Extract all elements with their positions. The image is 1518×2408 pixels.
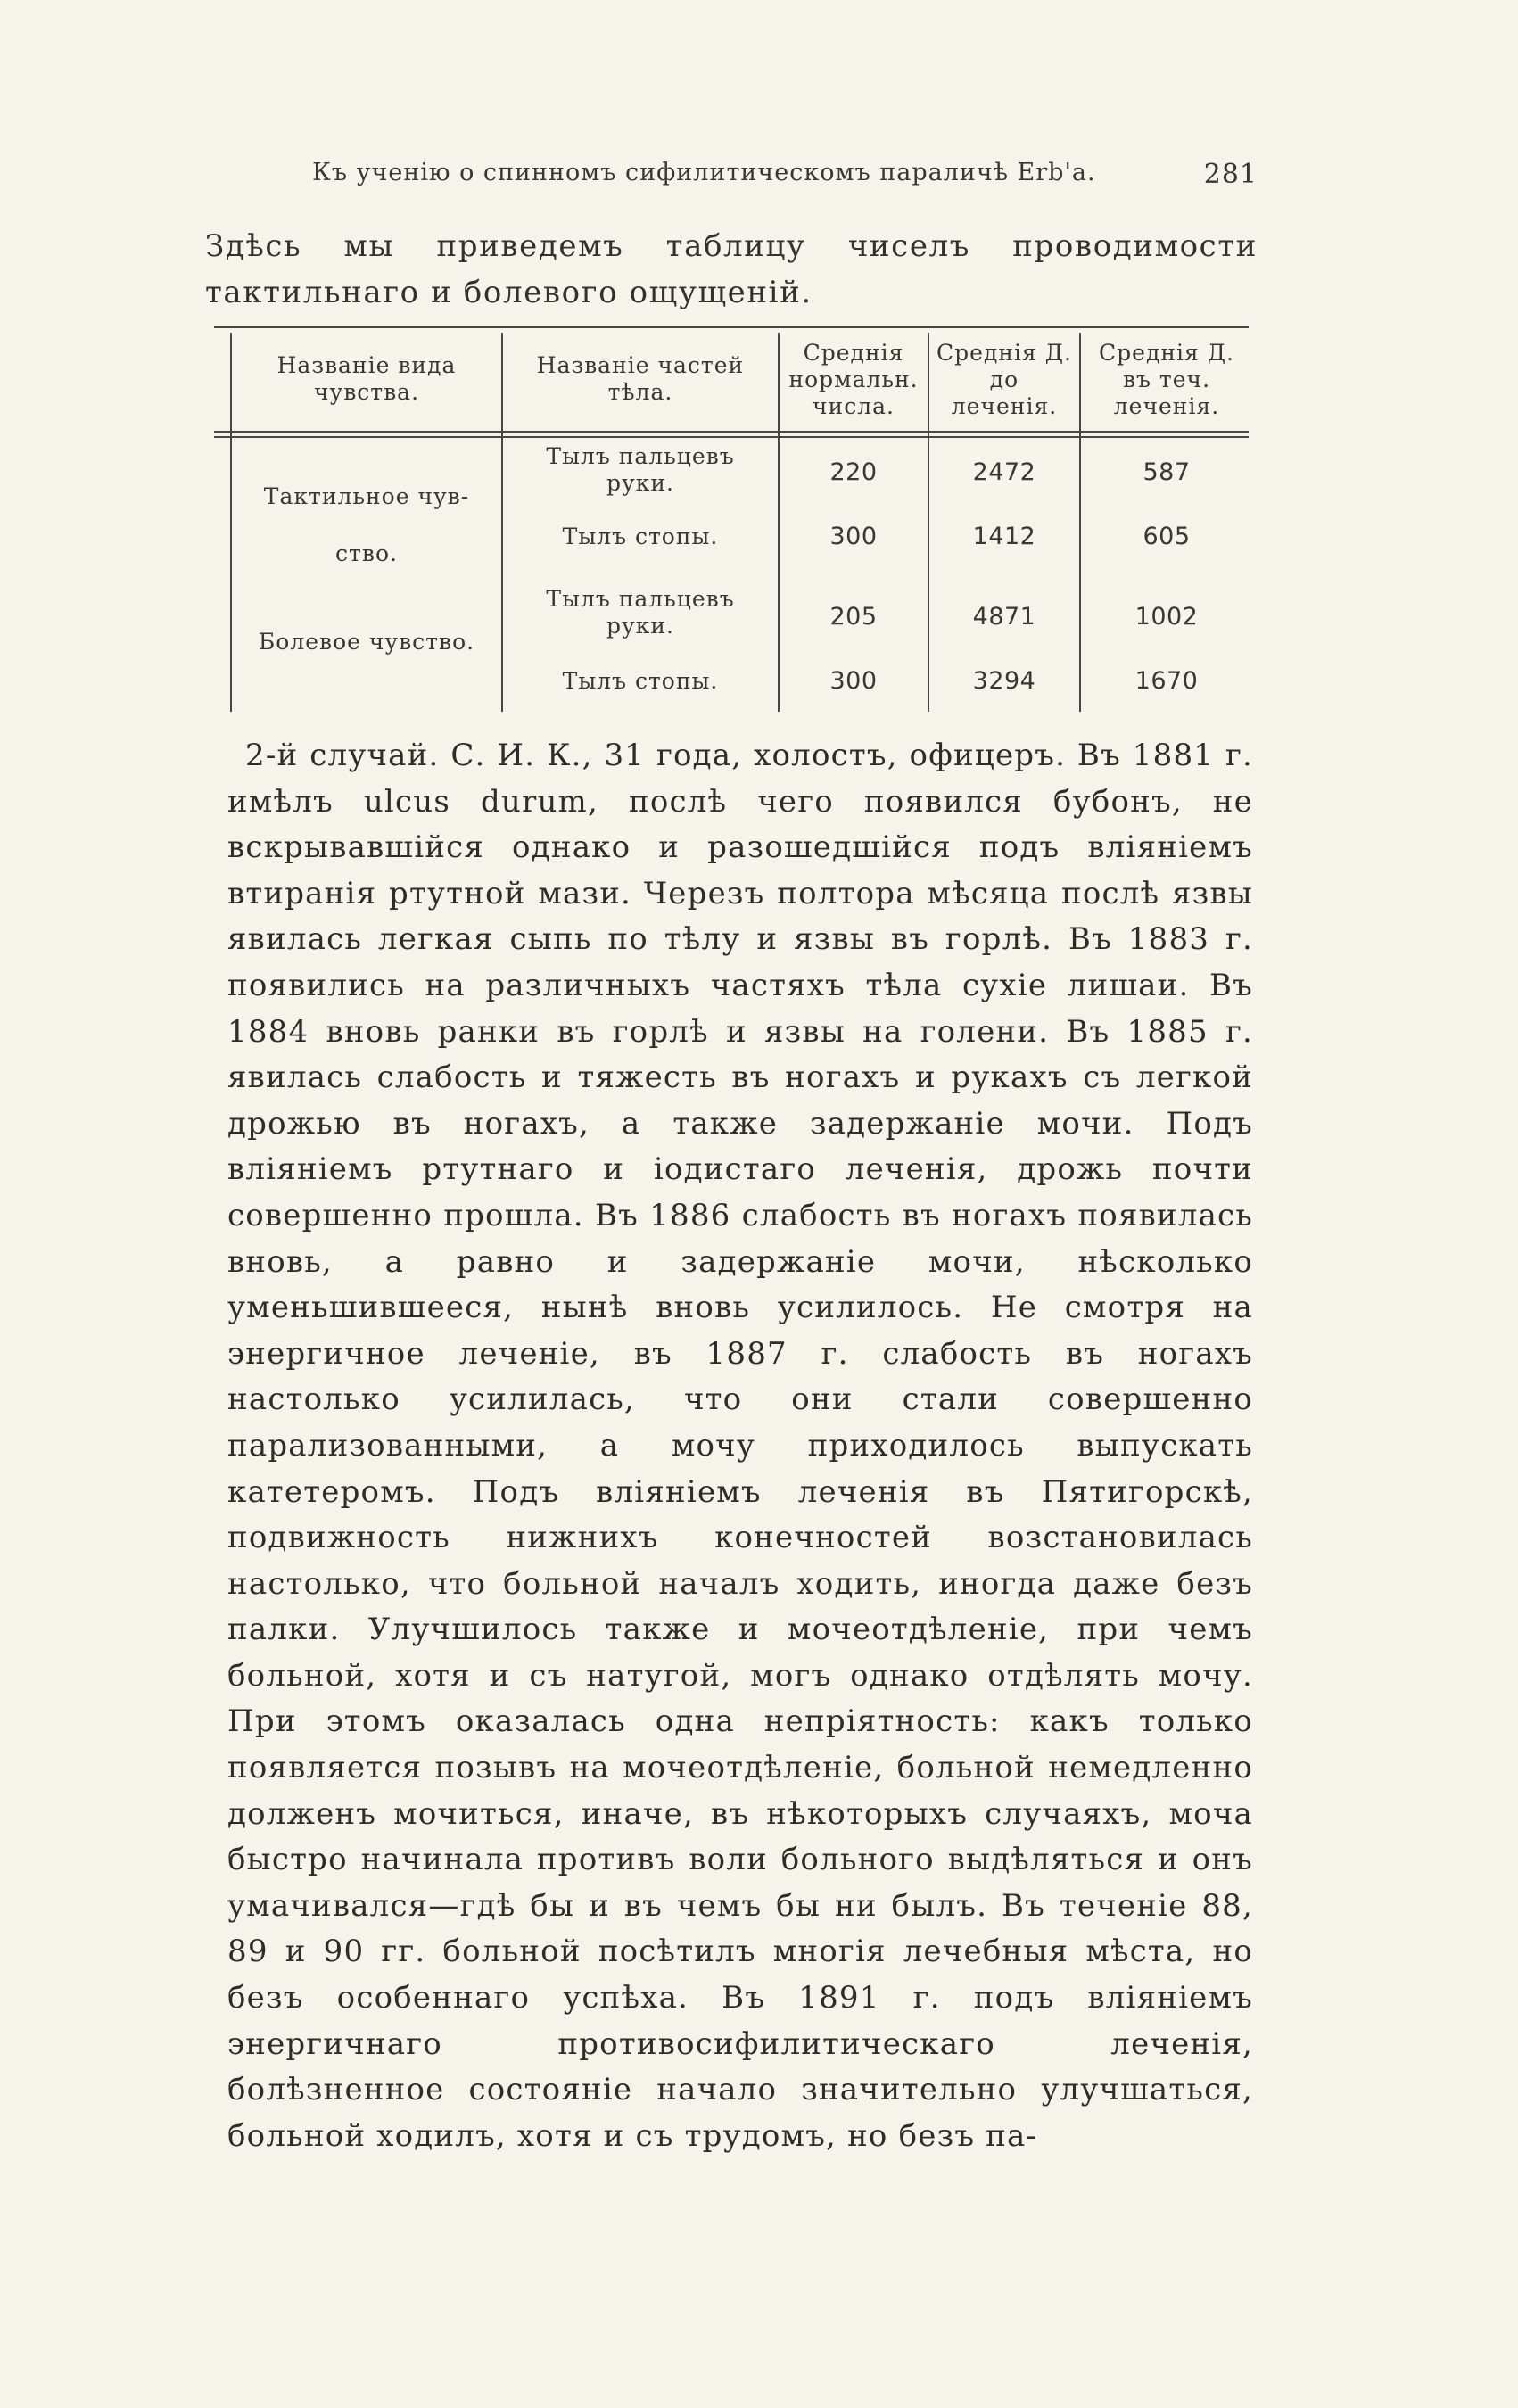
header-sense: Названіе вида чувства.	[276, 352, 457, 405]
sensitivity-table	[214, 326, 1249, 718]
value-before: 4871	[972, 603, 1036, 631]
table-col-rule-3	[928, 333, 929, 712]
header-before: Среднія Д. до леченія.	[936, 340, 1072, 419]
table-col-rule-4	[1079, 333, 1081, 712]
table-header-rule-double	[214, 436, 1249, 438]
value-during: 1002	[1134, 603, 1199, 631]
sense-pain: Болевое чувство.	[258, 629, 475, 655]
case-description	[227, 733, 1253, 2159]
table-col-rule-1	[501, 333, 503, 712]
body-part-cell: Тылъ пальцевъ руки.	[546, 586, 735, 639]
value-normal: 300	[829, 523, 878, 550]
table-header-rule	[214, 431, 1249, 433]
value-normal: 220	[829, 458, 878, 486]
value-before: 2472	[972, 458, 1036, 486]
header-during: Среднія Д. въ теч. леченія.	[1099, 340, 1234, 419]
body-paragraph: 2-й случай. С. И. К., 31 года, холостъ, офицеръ. Въ 1881 г. имѣлъ ulcus durum, послѣ чего появился бубонъ, не вскрывавшійся однако и разошедшійся подъ вліяніемъ втиранія ртутной мази. Черезъ полтора мѣсяца послѣ язвы явилась легкая сыпь по тѣлу и язвы въ горлѣ. Въ 1883 г. появились на различныхъ частяхъ тѣла сухіе лишаи. Въ 1884 вновь ранки въ горлѣ и язвы на голени. Въ 1885 г. явилась слабость и тяжесть въ ногахъ и рукахъ съ легкой дрожью въ ногахъ, а также задержаніе мочи. Подъ вліяніемъ ртутнаго и іодистаго леченія, дрожь почти совершенно прошла. Въ 1886 слабость въ ногахъ появилась вновь, а равно и задержаніе мочи, нѣсколько уменьшившееся, нынѣ вновь усилилось. Не смотря на энергичное леченіе, въ 1887 г. слабость въ ногахъ настолько усилилась, что они стали совершенно парализованными, а мочу приходилось выпускать катетеромъ. Подъ вліяніемъ леченія въ Пятигорскѣ, подвижность нижнихъ конечностей возстановилась настолько, что больной началъ ходить, иногда даже безъ палки. Улучшилось также и мочеотдѣленіе, при чемъ больной, хотя и съ натугой, могъ однако отдѣлять мочу. При этомъ оказалась одна непріятность: какъ только появляется позывъ на мочеотдѣленіе, больной немедленно долженъ мочиться, иначе, въ нѣкоторыхъ случаяхъ, моча быстро начинала противъ воли больного выдѣляться и онъ умачивался—гдѣ бы и въ чемъ бы ни былъ. Въ теченіе 88, 89 и 90 гг. больной посѣтилъ многія лечебныя мѣста, но безъ особеннаго успѣха. Въ 1891 г. подъ вліяніемъ энергичнаго противосифилитическаго леченія, болѣзненное состояніе начало значительно улучшаться, больной ходилъ, хотя и съ трудомъ, но безъ па-	[227, 738, 1253, 2154]
table-top-rule	[214, 326, 1249, 328]
header-normal: Среднія нормальн. числа.	[788, 340, 919, 419]
body-part-cell: Тылъ пальцевъ руки.	[546, 443, 735, 496]
running-head-title: Къ ученію о спинномъ сифилитическомъ параличѣ Erb'a.	[312, 159, 1096, 186]
header-body-part: Названіе частей тѣла.	[536, 352, 745, 405]
table-left-rule	[230, 333, 232, 712]
sense-tactile: Тактильное чув-ство.	[263, 483, 470, 566]
value-during: 587	[1143, 458, 1191, 486]
value-during: 1670	[1134, 667, 1199, 695]
body-part-cell: Тылъ стопы.	[562, 668, 719, 694]
value-normal: 300	[829, 667, 878, 695]
table-col-rule-2	[778, 333, 780, 712]
value-before: 1412	[972, 523, 1036, 550]
value-during: 605	[1143, 523, 1191, 550]
page-number: 281	[1203, 159, 1258, 190]
body-part-cell: Тылъ стопы.	[562, 524, 719, 549]
value-before: 3294	[972, 667, 1036, 695]
value-normal: 205	[829, 603, 878, 631]
intro-paragraph: Здѣсь мы приведемъ таблицу чиселъ проводимости тактильнаго и болевого ощущеній.	[205, 228, 1258, 310]
